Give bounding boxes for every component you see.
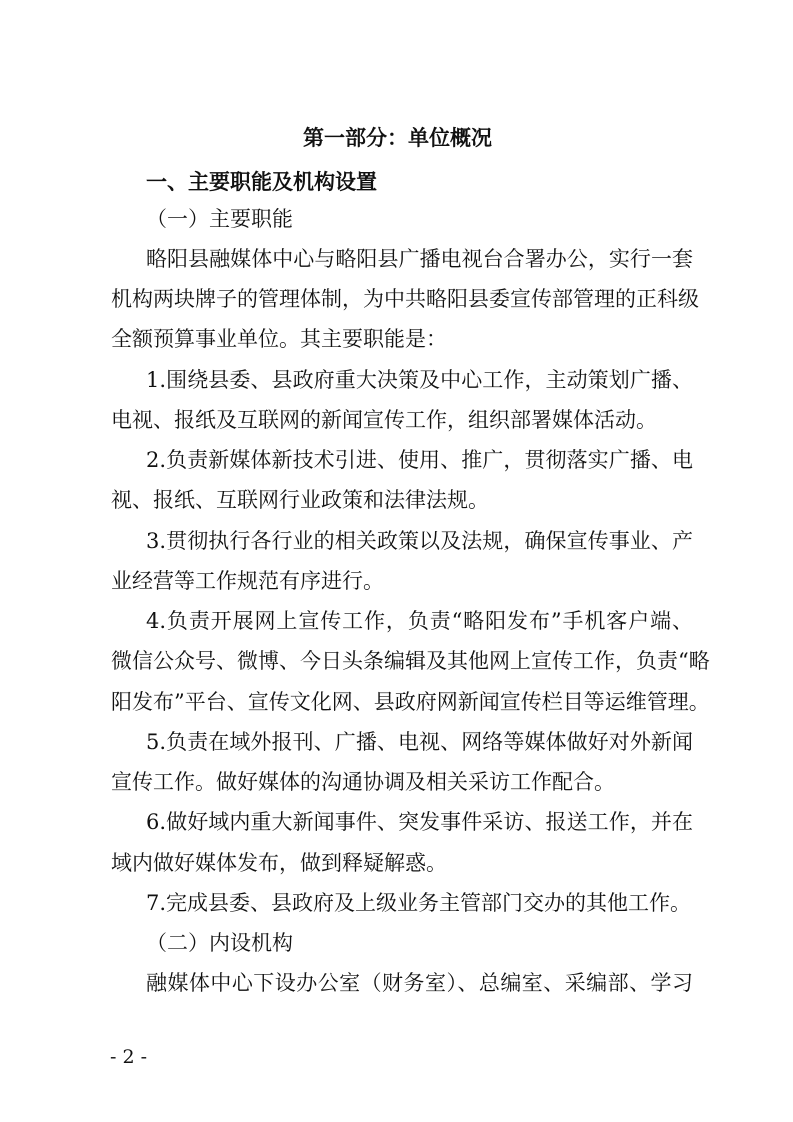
function-item-7: 7.完成县委、县政府及上级业务主管部门交办的其他工作。 (146, 891, 692, 915)
section-heading-functions-structure: 一、主要职能及机构设置 (146, 170, 377, 194)
function-item-4-line-2: 微信公众号、微博、今日头条编辑及其他网上宣传工作，负责“略 (111, 649, 710, 673)
function-item-5-line-1: 5.负责在域外报刊、广播、电视、网络等媒体做好对外新闻 (146, 730, 693, 754)
function-item-6-line-1: 6.做好域内重大新闻事件、突发事件采访、报送工作，并在 (146, 810, 693, 834)
subsection-heading-internal-departments: （二）内设机构 (146, 931, 293, 955)
function-item-3-line-1: 3.贯彻执行各行业的相关政策以及法规，确保宣传事业、产 (146, 529, 693, 553)
function-item-1-line-2: 电视、报纸及互联网的新闻宣传工作，组织部署媒体活动。 (111, 408, 657, 432)
page-number: - 2 - (110, 1046, 148, 1068)
function-item-5-line-2: 宣传工作。做好媒体的沟通协调及相关采访工作配合。 (111, 770, 615, 794)
subsection-heading-main-functions: （一）主要职能 (146, 207, 293, 231)
function-item-3-line-2: 业经营等工作规范有序进行。 (111, 569, 384, 593)
intro-paragraph-line-3: 全额预算事业单位。其主要职能是： (111, 327, 447, 351)
function-item-4-line-3: 阳发布”平台、宣传文化网、县政府网新闻宣传栏目等运维管理。 (111, 690, 710, 714)
page-title: 第一部分：单位概况 (303, 126, 492, 150)
intro-paragraph-line-1: 略阳县融媒体中心与略阳县广播电视台合署办公，实行一套 (146, 247, 693, 271)
function-item-6-line-2: 域内做好媒体发布，做到释疑解惑。 (111, 851, 447, 875)
function-item-2-line-1: 2.负责新媒体新技术引进、使用、推广，贯彻落实广播、电 (146, 448, 693, 472)
function-item-4-line-1: 4.负责开展网上宣传工作，负责“略阳发布”手机客户端、 (146, 609, 693, 633)
function-item-1-line-1: 1.围绕县委、县政府重大决策及中心工作，主动策划广播、 (146, 368, 693, 392)
function-item-2-line-2: 视、报纸、互联网行业政策和法律法规。 (111, 488, 489, 512)
departments-paragraph-line-1: 融媒体中心下设办公室（财务室）、总编室、采编部、学习 (146, 971, 693, 995)
intro-paragraph-line-2: 机构两块牌子的管理体制，为中共略阳县委宣传部管理的正科级 (111, 287, 699, 311)
